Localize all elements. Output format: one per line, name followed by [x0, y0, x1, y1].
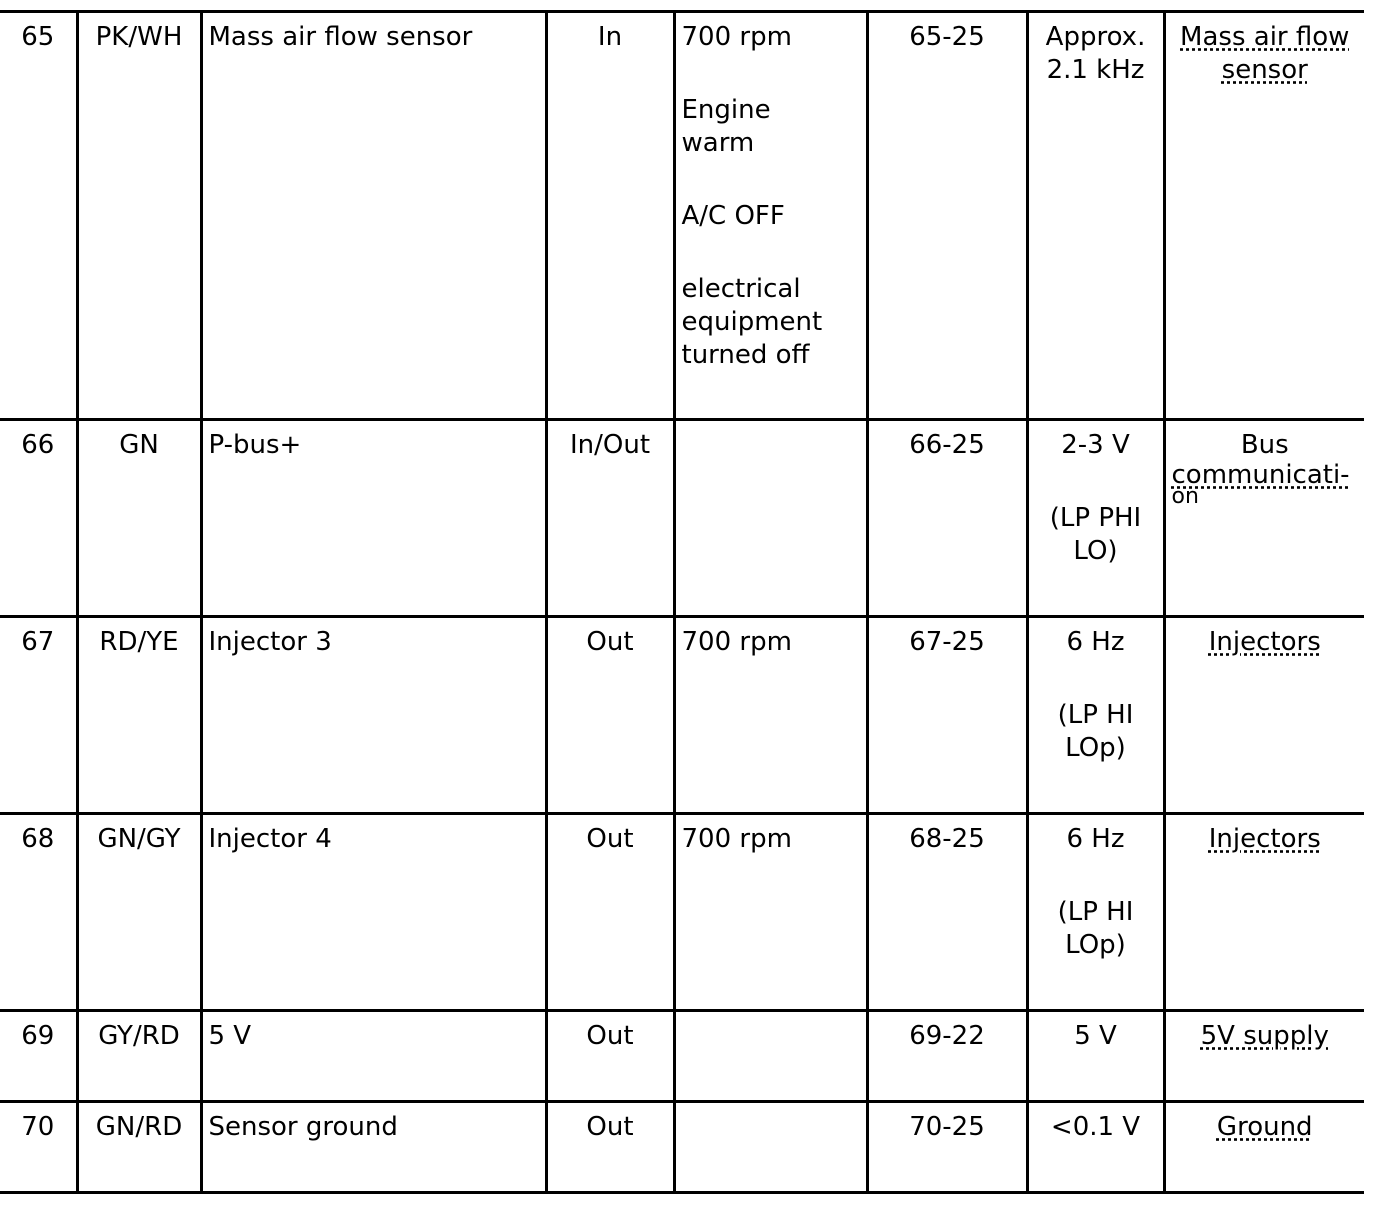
nominal-value-line: 2.1 kHz [1046, 55, 1145, 85]
component-cell [1164, 420, 1364, 617]
conditions-cell [674, 1102, 867, 1193]
conditions-cell [674, 617, 867, 814]
measure-between-cell [867, 617, 1027, 814]
wire-color-cell [77, 617, 201, 814]
condition-line: warm [681, 128, 755, 158]
pin-number: 65 [21, 22, 55, 52]
nominal-value-cell [1027, 617, 1164, 814]
wire-color-cell [77, 814, 201, 1011]
signal-direction: Out [586, 627, 634, 657]
component-cell [1164, 814, 1364, 1011]
signal-description: Injector 4 [208, 824, 332, 854]
conditions-cell [674, 1011, 867, 1102]
measure-between: 65-25 [909, 22, 985, 52]
nominal-value-line: LO) [1073, 536, 1118, 566]
pinout-document [0, 10, 1364, 1194]
table-row [0, 814, 1364, 1011]
conditions-cell [674, 420, 867, 617]
direction-cell [546, 1011, 674, 1102]
pin-number-cell [0, 1102, 77, 1193]
pin-number: 68 [21, 824, 55, 854]
nominal-value-cell [1027, 1011, 1164, 1102]
direction-cell [546, 12, 674, 420]
pin-number: 66 [21, 430, 55, 460]
signal-description: 5 V [208, 1021, 252, 1051]
nominal-value-line: (LP HI [1057, 700, 1134, 730]
description-cell [201, 814, 546, 1011]
description-cell [201, 617, 546, 814]
component-link[interactable]: 5V supply [1200, 1021, 1329, 1051]
nominal-value-line: 6 Hz [1066, 627, 1125, 657]
condition-line: A/C OFF [681, 201, 785, 231]
component-label: on [1171, 484, 1199, 509]
direction-cell [546, 617, 674, 814]
description-cell [201, 1011, 546, 1102]
measure-between: 69-22 [909, 1021, 985, 1051]
signal-description: P-bus+ [208, 430, 302, 460]
pinout-table [0, 10, 1364, 1194]
signal-direction: In [597, 22, 623, 52]
nominal-value-cell [1027, 814, 1164, 1011]
condition-line: 700 rpm [681, 627, 792, 657]
component-link[interactable]: Injectors [1208, 824, 1321, 854]
spacer [1035, 856, 1157, 896]
measure-between-cell [867, 814, 1027, 1011]
component-cell [1164, 12, 1364, 420]
measure-between-cell [867, 1102, 1027, 1193]
component-cell [1164, 1011, 1364, 1102]
measure-between-cell [867, 1011, 1027, 1102]
description-cell [201, 12, 546, 420]
table-row [0, 12, 1364, 420]
condition-line: equipment [681, 307, 823, 337]
wire-color-cell [77, 420, 201, 617]
table-row [0, 420, 1364, 617]
table-row [0, 617, 1364, 814]
nominal-value-line: 6 Hz [1066, 824, 1125, 854]
component-cell [1164, 617, 1364, 814]
conditions-cell [674, 12, 867, 420]
nominal-value-line: LOp) [1065, 930, 1126, 960]
wire-color-cell [77, 1102, 201, 1193]
signal-description: Sensor ground [208, 1112, 398, 1142]
description-cell [201, 420, 546, 617]
signal-description: Mass air flow sensor [208, 22, 473, 52]
signal-direction: In/Out [569, 430, 651, 460]
wire-color-cell [77, 1011, 201, 1102]
nominal-value-line: LOp) [1065, 733, 1126, 763]
pin-number: 70 [21, 1112, 55, 1142]
wire-color: GN [119, 430, 159, 460]
nominal-value-line: Approx. [1045, 22, 1146, 52]
measure-between-cell [867, 420, 1027, 617]
wire-color: GN/RD [95, 1112, 183, 1142]
condition-line: 700 rpm [681, 824, 792, 854]
nominal-value-cell [1027, 12, 1164, 420]
component-link[interactable]: Ground [1216, 1112, 1313, 1142]
signal-direction: Out [586, 1112, 634, 1142]
wire-color: GN/GY [97, 824, 181, 854]
component-link[interactable]: communicati- [1171, 460, 1350, 490]
signal-direction: Out [586, 824, 634, 854]
nominal-value-line: 5 V [1074, 1021, 1117, 1051]
spacer [1035, 659, 1157, 699]
nominal-value-cell [1027, 420, 1164, 617]
measure-between: 66-25 [909, 430, 985, 460]
pin-number: 69 [21, 1021, 55, 1051]
description-cell [201, 1102, 546, 1193]
spacer [1035, 462, 1157, 502]
pin-number-cell [0, 1011, 77, 1102]
signal-description: Injector 3 [208, 627, 332, 657]
measure-between: 70-25 [909, 1112, 985, 1142]
spacer [682, 160, 860, 200]
measure-between: 67-25 [909, 627, 985, 657]
pin-number-cell [0, 814, 77, 1011]
wire-color: GY/RD [98, 1021, 180, 1051]
table-row [0, 1011, 1364, 1102]
condition-line: Engine [681, 95, 771, 125]
component-cell [1164, 1102, 1364, 1193]
wire-color: RD/YE [99, 627, 179, 657]
direction-cell [546, 814, 674, 1011]
component-link[interactable]: Mass air flow [1180, 22, 1350, 52]
component-link[interactable]: sensor [1221, 55, 1308, 85]
wire-color: PK/WH [95, 22, 183, 52]
component-label: Bus [1240, 430, 1289, 460]
measure-between-cell [867, 12, 1027, 420]
table-row [0, 1102, 1364, 1193]
component-link[interactable]: Injectors [1208, 627, 1321, 657]
nominal-value-line: 2-3 V [1061, 430, 1130, 460]
condition-line: turned off [681, 340, 810, 370]
nominal-value-line: <0.1 V [1050, 1112, 1141, 1142]
spacer [682, 233, 860, 273]
nominal-value-line: (LP PHI [1049, 503, 1142, 533]
spacer [682, 54, 860, 94]
pin-number: 67 [21, 627, 55, 657]
wire-color-cell [77, 12, 201, 420]
pin-number-cell [0, 617, 77, 814]
direction-cell [546, 420, 674, 617]
condition-line: electrical [681, 274, 801, 304]
direction-cell [546, 1102, 674, 1193]
signal-direction: Out [586, 1021, 634, 1051]
measure-between: 68-25 [909, 824, 985, 854]
pin-number-cell [0, 420, 77, 617]
nominal-value-cell [1027, 1102, 1164, 1193]
condition-line: 700 rpm [681, 22, 792, 52]
conditions-cell [674, 814, 867, 1011]
nominal-value-line: (LP HI [1057, 897, 1134, 927]
pin-number-cell [0, 12, 77, 420]
